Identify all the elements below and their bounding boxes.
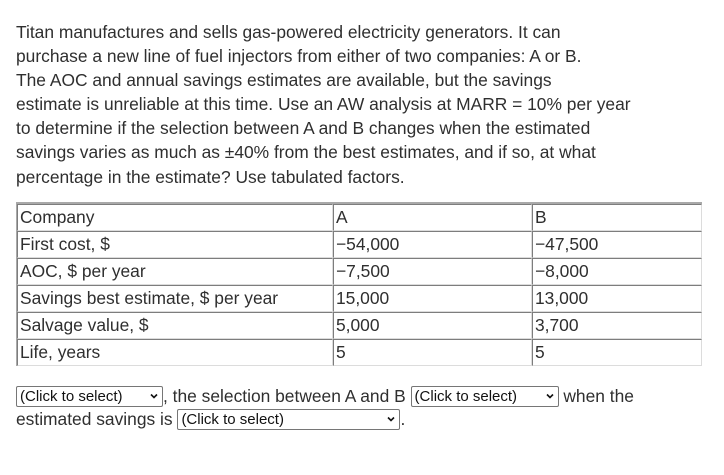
table-header-b: B [532,204,702,231]
cell-a: 5 [333,339,532,366]
chevron-down-icon [150,392,158,400]
problem-line: Titan manufactures and sells gas-powered electricity generators. It can [16,22,561,42]
cell-b: −47,500 [532,231,702,258]
dropdown-value: (Click to select) [20,388,123,405]
problem-statement [16,20,716,189]
problem-line: percentage in the estimate? Use tabulated factors. [16,166,405,187]
answer-dropdown-2[interactable] [411,386,559,407]
cell-b: 3,700 [532,312,702,339]
table-header-label: Company [17,204,333,231]
problem-line: The AOC and annual savings estimates are available, but the savings [16,70,552,91]
problem-line: to determine if the selection between A and B changes when the estimated [16,118,591,139]
chevron-down-icon [387,415,395,423]
row-label: Life, years [17,339,333,366]
cell-b: 13,000 [532,285,702,312]
cell-b: 5 [532,339,702,366]
dropdown-value: (Click to select) [181,411,284,428]
row-label: AOC, $ per year [17,258,333,285]
table-row [17,339,702,366]
problem-line: purchase a new line of fuel injectors from either of two companies: A or B. [16,46,582,67]
answer-text: , the selection between A and B [163,386,406,406]
table-row [17,285,702,312]
cell-a: 5,000 [333,312,532,339]
company-data-table [16,202,702,366]
cell-a: −7,500 [333,258,532,285]
table-row [17,258,702,285]
answer-text: estimated savings is [16,409,173,429]
row-label: Salvage value, $ [17,312,333,339]
table-row [17,231,702,258]
table-row [17,312,702,339]
answer-text: . [400,409,406,429]
dropdown-value: (Click to select) [414,388,518,405]
table-header-a: A [333,204,532,231]
table-header-row [17,204,702,231]
row-label: Savings best estimate, $ per year [17,285,333,312]
answer-dropdown-1[interactable] [16,386,163,407]
problem-line: estimate is unreliable at this time. Use an AW analysis at MARR = 10% per year [16,94,631,115]
cell-b: −8,000 [532,258,702,285]
cell-a: 15,000 [333,285,532,312]
answer-text: when the [563,386,634,406]
chevron-down-icon [546,392,554,400]
answer-sentence [16,385,716,431]
problem-line: savings varies as much as ±40% from the best estimates, and if so, at what [16,142,596,163]
cell-a: −54,000 [333,231,532,258]
row-label: First cost, $ [17,231,333,258]
answer-dropdown-3[interactable] [177,409,400,430]
